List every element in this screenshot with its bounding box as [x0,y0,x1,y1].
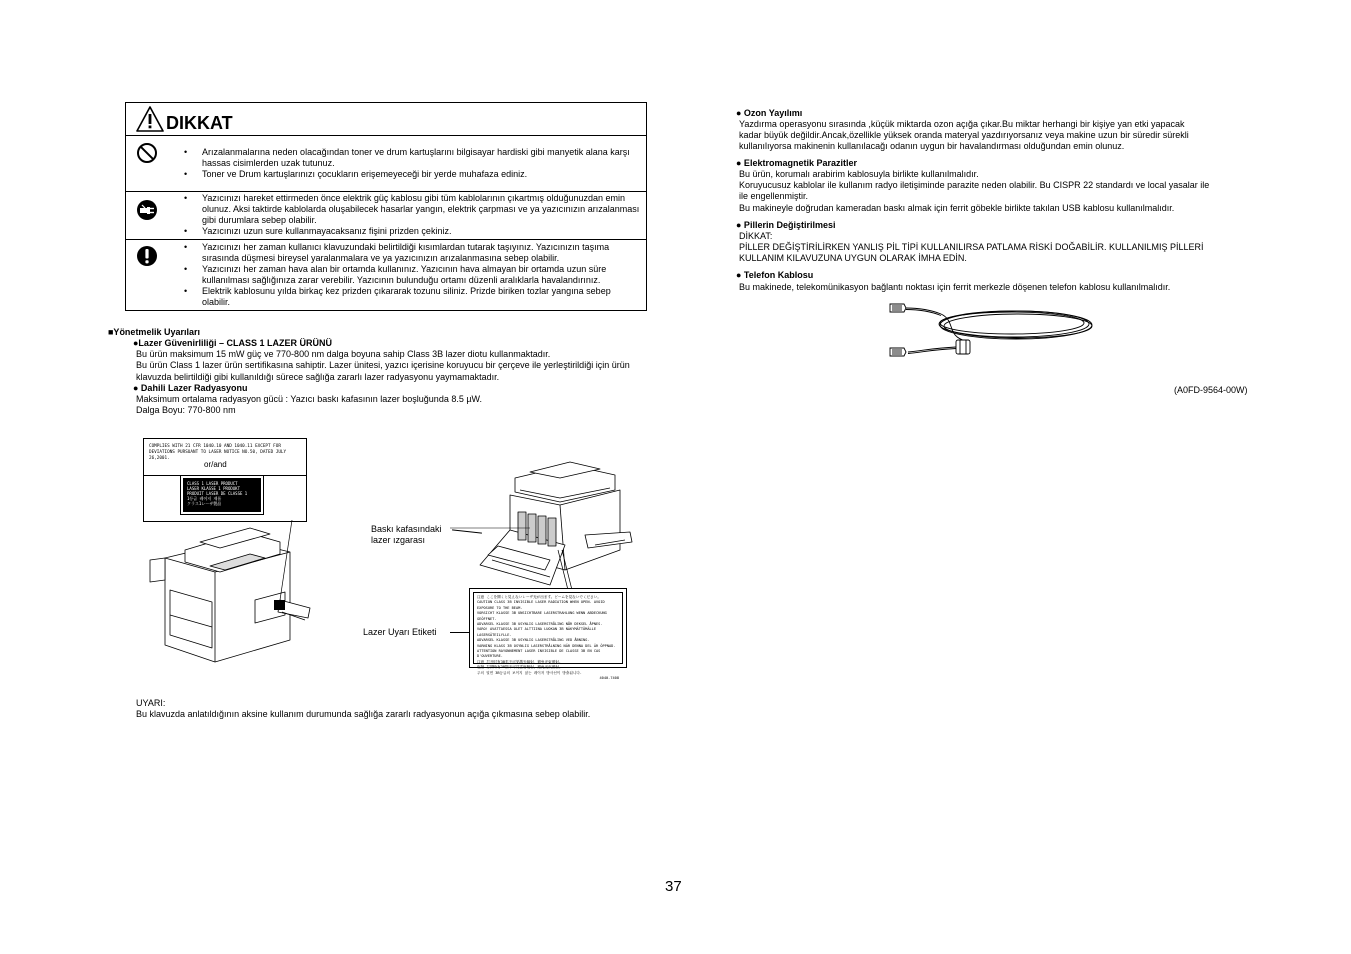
caution-item: • Arızalanmalarına neden olacağından toner ve drum kartuşlarını bilgisayar hardiski gibi manyetik alana karşı hassas cisimlerden uzak tutunuz. [202,147,646,169]
page-number: 37 [665,878,682,895]
compliance-line: DEVIATIONS PURSUANT TO LASER NOTICE NO.50, DATED JULY 26,2001. [149,450,287,461]
class-label-line: PRODUIT LASER DE CLASSE 1 [187,491,248,496]
phone-line: Bu makinede, telekomünikasyon bağlantı noktası için ferrit merkezle döşenen telefon kablosu kullanılmalıdır. [739,282,1171,292]
caution-title: DIKKAT [166,113,233,133]
class-label-line: クラス1レーザ製品 [187,501,222,506]
laser-safety-line: Bu ürün Class 1 lazer ürün sertifikasına sahiptir. Lazer ünitesi, yazıcı içerisine koruyucu bir çerçeve ile yerleştirildiği için ürün [136,360,630,370]
class-label [183,478,261,512]
laser-warning-label [473,592,623,681]
warning-label-line: CAUTION CLASS 3B INVISIBLE LASER RADIATION WHEN OPEN. AVOID EXPOSURE TO THE BEAM. [477,600,605,610]
caution-item: • Yazıcınızı hareket ettirmeden önce elektrik güç kablosu gibi tüm kablolarının çıkartmış olduğunuzdan emin olunuz. Aksi taktirde kablolarda oluşabilecek hasarlar yangın, elektrik çarpması ve ya yazıcınızın arızalanması gibi durumlara sebep olabilir. [202,193,646,226]
warning-label-line: ATTENTION RAYONNEMENT LASER INVISIBLE DE CLASSE 3B EN CAS D'OUVERTURE. [477,649,601,659]
prohibition-icon [136,142,158,164]
ozone-line: kullanılıyorsa makinenin kullanılacağı odanın uygun bir havalandırması olduğundan emin olunuz. [739,141,1125,151]
printer-front-illustration [140,520,315,665]
ozone-line: Yazdırma operasyonu sırasında ,küçük miktarda ozon açığa çıkar.Bu miktar herhangi bir kişiye yan etki yapacak [739,119,1185,129]
caution-row-prohibition [126,136,646,192]
class-label-line: 1등급 레이저 제품 [187,496,222,501]
warning-triangle-icon [136,106,164,132]
warning-text: Bu klavuzda anlatıldığının aksine kullanım durumunda sağlığa zararlı radyasyonun açığa çıkmasına sebep olabilir. [136,709,591,719]
warning-label-line: VARO! AVATTAESSA OLET ALTTIINA LUOKAN 3B NÄKYMÄTTÖMÄLLE LASERSÄTEILYLLE. [477,627,596,637]
unplug-icon [136,199,158,221]
phone-heading: ● Telefon Kablosu [736,270,814,280]
emi-heading: ● Elektromagnetik Parazitler [736,158,857,168]
emi-line: Bu ürün, korumalı arabirim kablosuyla birlikte kullanılmalıdır. [739,169,979,179]
warning-title: UYARI: [136,698,166,708]
battery-line: PİLLER DEĞİŞTİRİLİRKEN YANLIŞ PİL TİPİ KULLANILIRSA PATLAMA RİSKİ DOĞABİLİR. KULLANILMIŞ PİLLERİ [739,242,1204,252]
class-label-line: LASER KLASSE 1 PRODUKT [187,486,240,491]
warning-label-line: 危險 打開時有3B類不可見雷射輻射，避免光束照射。 [477,665,563,670]
caution-item: • Yazıcınızı her zaman kullanıcı klavuzundaki belirtildiği kısımlardan tutarak taşıyınız. Yazıcınızın taşıma sırasında düşmesi bireysel yaralanmalara ve ya yazıcınızın arızalanmasına sebep olabilir. [202,242,646,264]
laser-safety-line: klavuzda belirtildiği gibi kullanıldığı sürece sağlığa zararlı lazer radyasyonu yaymamaktadır. [136,372,500,382]
internal-laser-line: Maksimum ortalama radyasyon gücü : Yazıcı baskı kafasının lazer boşluğunda 8.5 µW. [136,394,483,404]
head-label-line-2: lazer ızgarası [371,535,426,545]
or-and-label: or/and [204,460,227,469]
warning-label-code: 4040-7408 [599,676,619,681]
battery-heading: ● Pillerin Değiştirilmesi [736,220,836,230]
telephone-cable-illustration [886,296,1096,364]
warning-label-line: 注意 ここを開くと見えないレーザ光が出ます。ビームを見ないでください。 [477,595,601,599]
caution-item: • Toner ve Drum kartuşlarınızı çocukların erişemeyeceği bir yerde muhafaza ediniz. [202,169,646,180]
head-label-line-1: Baskı kafasındaki [371,524,442,534]
laser-warning-label-outer [469,588,627,681]
emi-line: Bu makineyle doğrudan kameradan baskı almak için ferrit göbekle birlikte takılan USB kablosu kullanılmalıdır. [739,203,1175,213]
warning-label-line: VORSICHT KLASSE 3B UNSICHTBARE LASERSTRAHLUNG WENN ABDECKUNG GEÖFFNET. [477,611,607,621]
warning-label-line: ADVARSEL KLASSE 3B USYNLIG LASERSTRÅLING NÅR DEKSEL ÅPNES. [477,622,603,627]
warning-label-line: 注意 打开时有3B类不可见激光辐射，避免光束照射。 [477,659,563,664]
compliance-line: COMPLIES WITH 21 CFR 1040.10 AND 1040.11 EXCEPT FOR [149,444,281,449]
emi-line: ile engellenmiştir. [739,191,809,201]
laser-safety-line: Bu ürün maksimum 15 mW güç ve 770-800 nm dalga boyuna sahip Class 3B lazer diotu kullanmaktadır. [136,349,551,359]
emi-line: Koruyucusuz kablolar ile kullanım radyo iletişiminde parazite neden olabilir. Bu CISPR 22 standardı ve local yasalar ile [739,180,1210,190]
exclamation-icon [136,245,158,267]
caution-item: • Elektrik kablosunu yılda birkaç kez prizden çıkararak tozunu siliniz. Prizde biriken tozlar yangına sebep olabilir. [202,286,646,308]
regulatory-heading: ■Yönetmelik Uyarıları [108,327,200,337]
class-label-outer [180,475,264,515]
caution-header [126,103,646,136]
ozone-line: kadar büyük değildir.Ancak,özellikle yüksek oranda materyal yazdırıyorsanız veya makine uzun bir süredir sürekli [739,130,1189,140]
caution-list [126,240,646,308]
warning-label-line: VARNING KLASS 3B OSYNLIG LASERSTRÅLNING NÄR DENNA DEL ÄR ÖPPNAD. [477,643,616,648]
warning-label-line: ADVARSEL KLASSE 3B USYNLIG LASERSTRÅLING VED ÅBNING. [477,638,590,643]
laser-safety-heading: ●Lazer Güvenirliliği – CLASS 1 LAZER ÜRÜNÜ [133,338,332,348]
battery-line: KULLANIM KILAVUZUNA UYGUN OLARAK İMHA EDİN. [739,253,967,263]
internal-laser-line: Dalga Boyu: 770-800 nm [136,405,236,415]
figure-code: (A0FD-9564-00W) [1174,385,1248,395]
warning-label-caption: Lazer Uyarı Etiketi [363,627,437,637]
caution-item: • Yazıcınızı her zaman hava alan bir ortamda kullanınız. Yazıcının hava almayan bir ortamda uzun süre kullanılması sağlığınıza zarar verebilir. Yazıcının bulunduğu ortamı düzenli aralıklarla havalandırınız. [202,264,646,286]
caution-row-exclamation [126,240,646,313]
printer-open-illustration [470,460,635,590]
warning-label-line: 주의 열면 3B등급의 보이지 않는 레이저 방사선이 방출됩니다. [477,670,582,675]
warning-label-leader-line [450,632,470,633]
ozone-heading: ● Ozon Yayılımı [736,108,803,118]
class-label-line: CLASS 1 LASER PRODUCT [187,481,238,486]
caution-list [126,192,646,237]
battery-line: DİKKAT: [739,231,773,241]
caution-list [126,136,646,180]
caution-item: • Yazıcınızı uzun sure kullanmayacaksanız fişini prizden çekiniz. [202,226,646,237]
caution-box [125,102,647,311]
caution-row-unplug [126,192,646,240]
internal-laser-heading: ● Dahili Lazer Radyasyonu [133,383,248,393]
